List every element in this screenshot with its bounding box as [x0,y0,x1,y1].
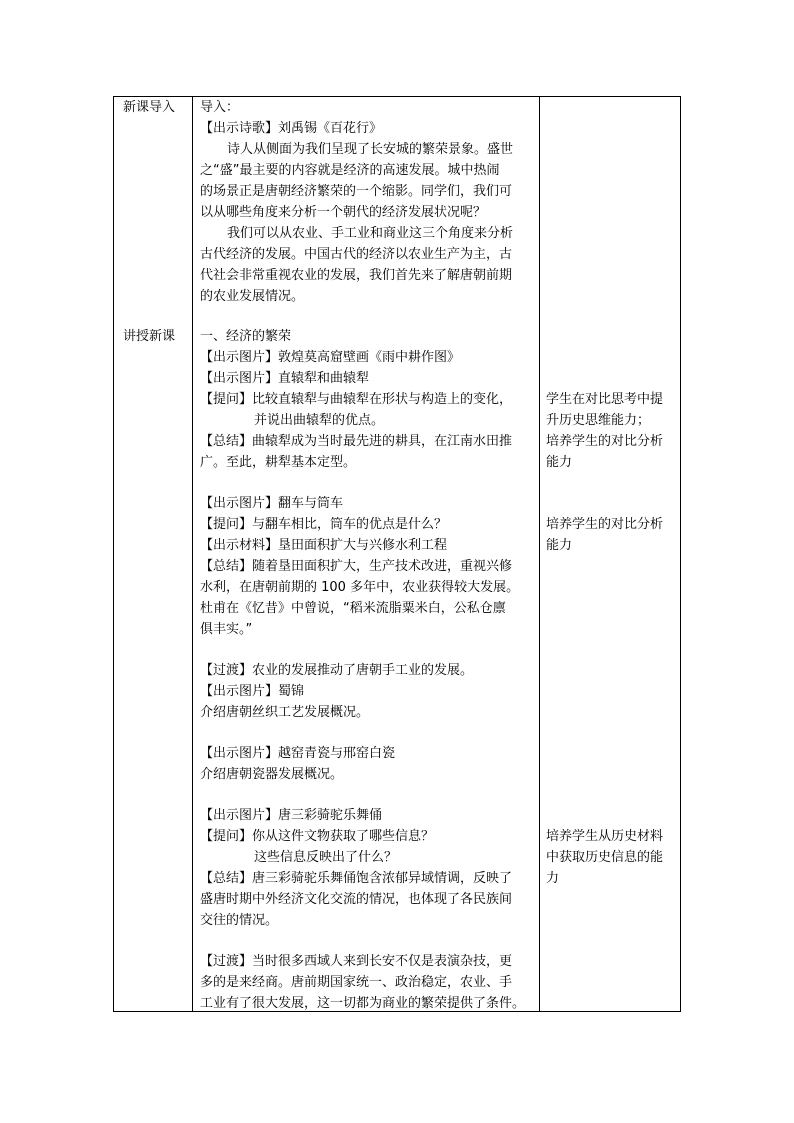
column-divider [539,97,540,1011]
content-line: 导入： [200,100,240,115]
row-label-teach: 讲授新课 [123,329,176,344]
content-line: 【提问】与翻车相比，筒车的优点是什么？ [200,517,448,532]
content-line: 并说出曲辕犁的优点。 [254,413,385,428]
note-line: 培养学生从历史材料 [546,829,664,844]
content-line: 古代经济的发展。中国古代的经济以农业生产为主，古 [200,247,513,262]
content-line: 【提问】比较直辕犁与曲辕犁在形状与构造上的变化， [200,392,513,407]
content-line: 【出示图片】越窑青瓷与邢窑白瓷 [200,746,396,761]
note-line: 学生在对比思考中提 [546,392,664,407]
note-line: 升历史思维能力； [546,413,651,428]
content-line: 【出示诗歌】刘禹锡《百花行》 [200,121,383,136]
note-line: 培养学生的对比分析 [546,517,664,532]
note-line: 能力 [546,538,573,553]
content-line: 【出示图片】翻车与筒车 [200,496,344,511]
content-line: 【出示材料】垦田面积扩大与兴修水利工程 [200,538,448,553]
content-line: 【提问】你从这件文物获取了哪些信息？ [200,829,435,844]
content-line: 【出示图片】敦煌莫高窟壁画《雨中耕作图》 [200,350,461,365]
lesson-plan-table [113,96,681,1012]
content-line: 我们可以从农业、手工业和商业这三个角度来分析 [227,226,514,241]
content-line: 的场景正是唐朝经济繁荣的一个缩影。同学们，我们可 [200,184,513,199]
content-line: 的农业发展情况。 [200,289,305,304]
content-line: 诗人从侧面为我们呈现了长安城的繁荣景象。盛世 [227,142,514,157]
content-line: 【总结】曲辕犁成为当时最先进的耕具，在江南水田推 [200,434,513,449]
section-heading: 一、经济的繁荣 [200,329,292,344]
content-line: 工业有了很大发展，这一切都为商业的繁荣提供了条件。 [200,996,526,1011]
content-line: 【总结】随着垦田面积扩大，生产技术改进，重视兴修 [200,559,513,574]
content-line: 俱丰实。” [200,622,253,637]
content-line: 之“盛”最主要的内容就是经济的高速发展。城中热闹 [200,163,500,178]
content-line: 【总结】唐三彩骑驼乐舞俑饱含浓郁异域情调，反映了 [200,871,513,886]
note-line: 中获取历史信息的能 [546,850,664,865]
content-line: 【过渡】农业的发展推动了唐朝手工业的发展。 [200,663,474,678]
note-line: 能力 [546,455,573,470]
row-label-intro: 新课导入 [123,100,176,115]
content-line: 交往的情况。 [200,913,279,928]
content-line: 【出示图片】唐三彩骑驼乐舞俑 [200,808,383,823]
content-line: 【出示图片】直辕犁和曲辕犁 [200,371,370,386]
content-line: 【过渡】当时很多西域人来到长安不仅是表演杂技，更 [200,954,513,969]
note-line: 培养学生的对比分析 [546,434,664,449]
content-line: 多的是来经商。唐前期国家统一、政治稳定，农业、手 [200,975,513,990]
content-line: 杜甫在《忆昔》中曾说，“稻米流脂粟米白，公私仓廪 [200,601,506,616]
content-line: 介绍唐朝丝织工艺发展概况。 [200,705,370,720]
content-line: 盛唐时期中外经济文化交流的情况，也体现了各民族间 [200,892,513,907]
content-line: 广。至此，耕犁基本定型。 [200,455,357,470]
content-line: 水利，在唐朝前期的 100 多年中，农业获得较大发展。 [200,580,520,595]
column-divider [192,97,193,1011]
content-line: 以从哪些角度来分析一个朝代的经济发展状况呢？ [200,205,487,220]
content-line: 介绍唐朝瓷器发展概况。 [200,767,344,782]
content-line: 代社会非常重视农业的发展，我们首先来了解唐朝前期 [200,268,513,283]
note-line: 力 [546,871,560,886]
content-line: 【出示图片】蜀锦 [200,684,305,699]
content-line: 这些信息反映出了什么？ [254,850,398,865]
